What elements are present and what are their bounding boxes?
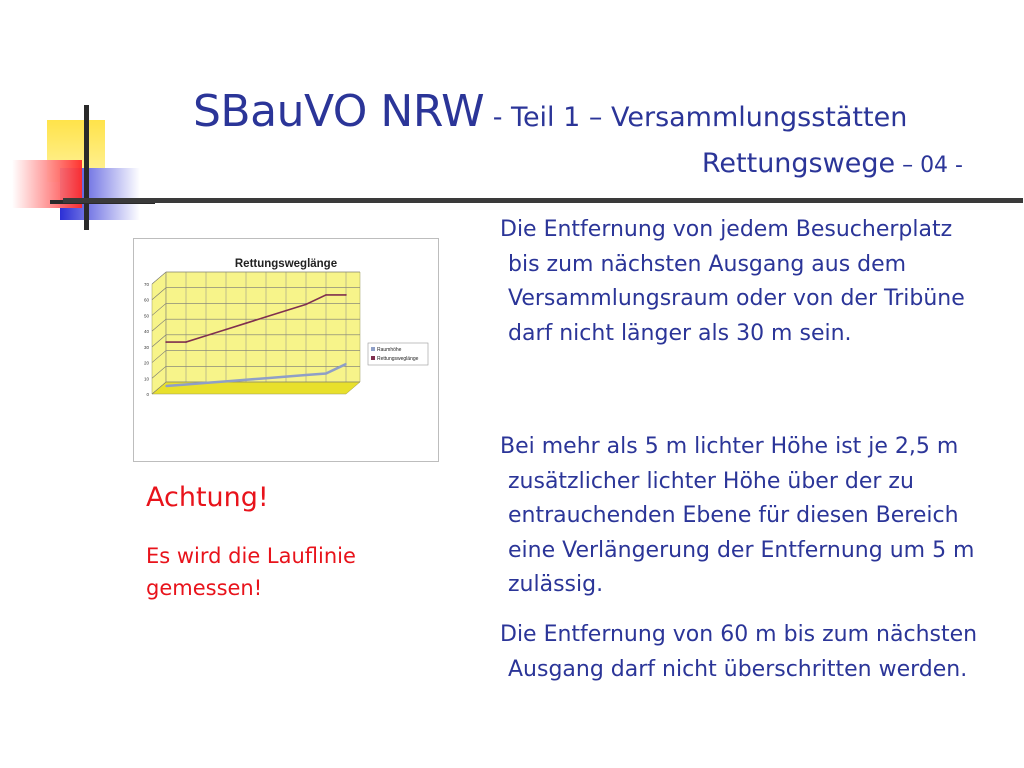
chart-y-tick-label: 60 [143, 297, 149, 303]
chart-legend-swatch [371, 356, 375, 360]
warning-title: Achtung! [146, 482, 269, 513]
chart-legend-swatch [371, 347, 375, 351]
title-main: SBauVO NRW [193, 86, 485, 137]
paragraph-1: Die Entfernung von jedem Besucherplatz bis zum nächsten Ausgang aus dem Versammlungsraum oder von der Tribüne darf nicht länger als 30 m sein. [500, 217, 965, 346]
chart-data-point [325, 294, 327, 296]
chart-data-point [165, 385, 167, 387]
chart-data-point [265, 316, 267, 318]
chart-legend-label: Raumhöhe [377, 347, 402, 353]
chart-y-tick-label: 50 [143, 313, 149, 319]
chart-y-tick-label: 0 [146, 392, 149, 397]
chart-data-point [305, 374, 307, 376]
chart-data-point [265, 377, 267, 379]
chart-data-point [165, 341, 167, 343]
chart-data-point [225, 329, 227, 331]
chart-data-point [245, 379, 247, 381]
chart-side-wall [152, 272, 166, 394]
decorative-logo [0, 0, 160, 240]
chart-data-point [205, 335, 207, 337]
chart-back-wall [166, 272, 360, 382]
title-subtitle: - Teil 1 – Versammlungsstätten [484, 102, 908, 133]
chart-data-point [305, 304, 307, 306]
title-page-number: – 04 - [895, 153, 963, 178]
chart-data-point [285, 310, 287, 312]
chart-data-point [205, 382, 207, 384]
chart-y-tick-label: 40 [143, 329, 149, 335]
chart-data-point [345, 294, 347, 296]
chart-data-point [185, 341, 187, 343]
chart-data-point [185, 384, 187, 386]
rettungsweg-chart [133, 238, 439, 462]
chart-y-tick-label: 10 [143, 376, 149, 382]
paragraph-2: Bei mehr als 5 m lichter Höhe ist je 2,5 m zusätzlicher lichter Höhe über der zu entrauchenden Ebene für diesen Bereich eine Verlängerung der Entfernung um 5 m zulässig. [500, 434, 975, 597]
warning-text: Es wird die Lauflinie gemessen! [146, 544, 356, 600]
chart-data-point [345, 363, 347, 365]
slide-title [193, 86, 993, 179]
chart-y-tick-label: 70 [143, 282, 149, 287]
chart-data-point [325, 373, 327, 375]
title-section: Rettungswege [701, 148, 896, 179]
title-divider [63, 198, 1023, 203]
title-line2 [702, 148, 963, 179]
chart-canvas [134, 239, 438, 461]
chart-data-point [285, 376, 287, 378]
chart-title: Rettungsweglänge [234, 258, 338, 270]
chart-y-tick-label: 20 [143, 360, 149, 366]
chart-legend-label: Rettungsweglänge [377, 356, 419, 362]
chart-data-point [225, 381, 227, 383]
chart-y-tick-label: 30 [143, 344, 149, 350]
chart-data-point [245, 322, 247, 324]
paragraph-3: Die Entfernung von 60 m bis zum nächsten Ausgang darf nicht überschritten werden. [500, 622, 978, 682]
